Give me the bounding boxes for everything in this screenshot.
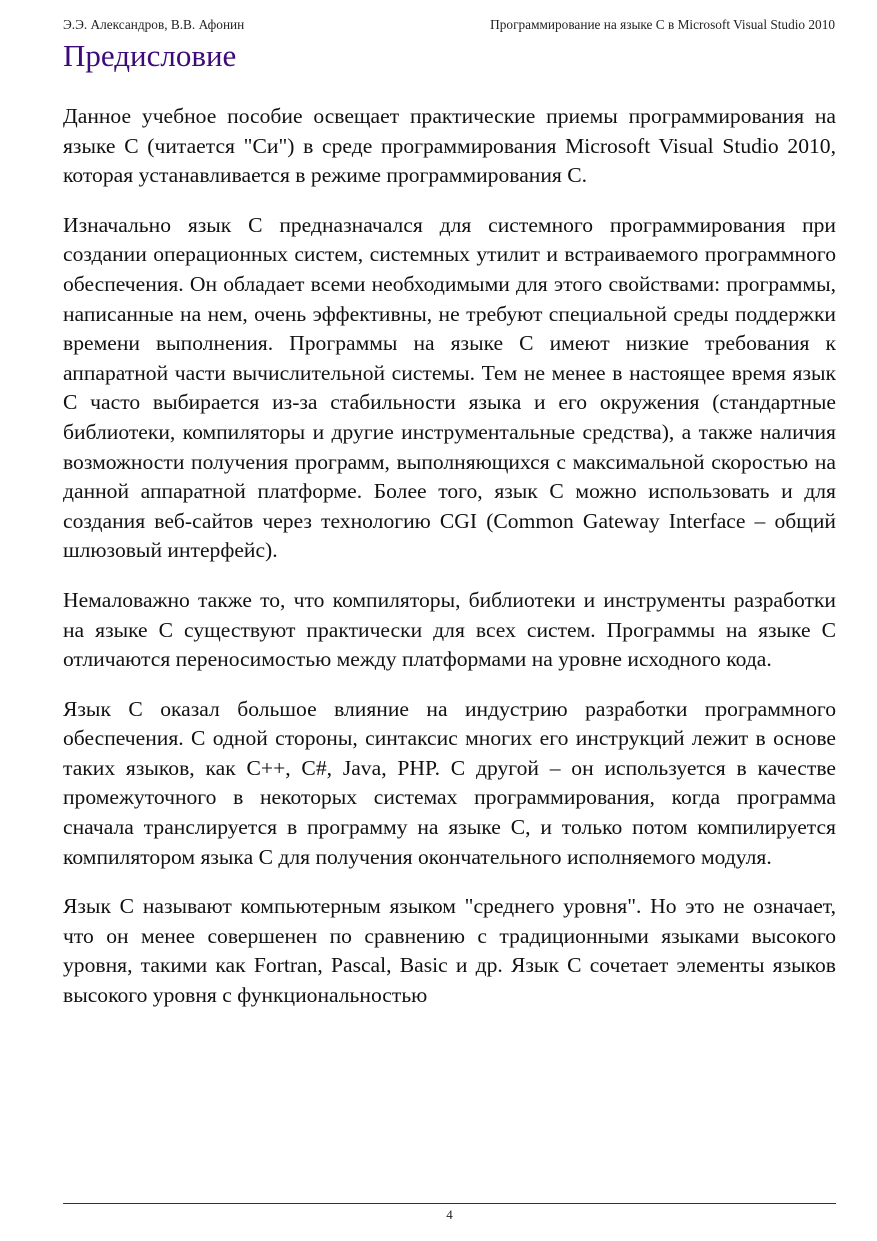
body-text bbox=[63, 102, 836, 1031]
header-authors: Э.Э. Александров, В.В. Афонин bbox=[63, 17, 245, 32]
section-title: Предисловие bbox=[63, 38, 237, 73]
paragraph: Немаловажно также то, что компиляторы, библиотеки и инструменты разработки на языке C существуют практически для всех систем. Программы на языке C отличаются переносимостью между платформами на уровне исходного кода. bbox=[63, 587, 836, 672]
paragraph: Язык C называют компьютерным языком "среднего уровня". Но это не означает, что он менее совершенен по сравнению с традиционными языками высокого уровня, такими как Fortran, Pascal, Basic и др. Язык C сочетает элементы языков высокого уровня с функциональностью bbox=[63, 894, 836, 1008]
running-header bbox=[63, 16, 835, 34]
page-number: 4 bbox=[446, 1207, 453, 1222]
paragraph: Язык C оказал большое влияние на индустрию разработки программного обеспечения. С одной стороны, синтаксис многих его инструкций лежит в основе таких языков, как C++, C#, Java, PHP. С другой – он используется в качестве промежуточного в некоторых системах программирования, когда программа сначала транслируется в программу на языке C, и только потом компилируется компилятором языка C для получения окончательного исполняемого модуля. bbox=[63, 696, 836, 869]
footer-divider bbox=[63, 1203, 836, 1204]
paragraph: Данное учебное пособие освещает практические приемы программирования на языке C (читается "Си") в среде программирования Microsoft Visual Studio 2010, которая устанавливается в режиме программирования C. bbox=[63, 104, 836, 188]
paragraph: Изначально язык C предназначался для системного программирования при создании операционных систем, системных утилит и встраиваемого программного обеспечения. Он обладает всеми необходимыми для этого свойствами: программы, написанные на нем, очень эффективны, не требуют специальной среды поддержки времени выполнения. Программы на языке C имеют низкие требования к аппаратной части вычислительной системы. Тем не менее в настоящее время язык C часто выбирается из-за стабильности языка и его окружения (стандартные библиотеки, компиляторы и другие инструментальные средства), а также наличия возможности получения программ, выполняющихся с максимальной скоростью на данной аппаратной платформе. Более того, язык C можно использовать и для создания веб-сайтов через технологию CGI (Common Gateway Interface – общий шлюзовый интерфейс). bbox=[63, 212, 836, 563]
header-book-title: Программирование на языке C в Microsoft Visual Studio 2010 bbox=[490, 17, 835, 32]
